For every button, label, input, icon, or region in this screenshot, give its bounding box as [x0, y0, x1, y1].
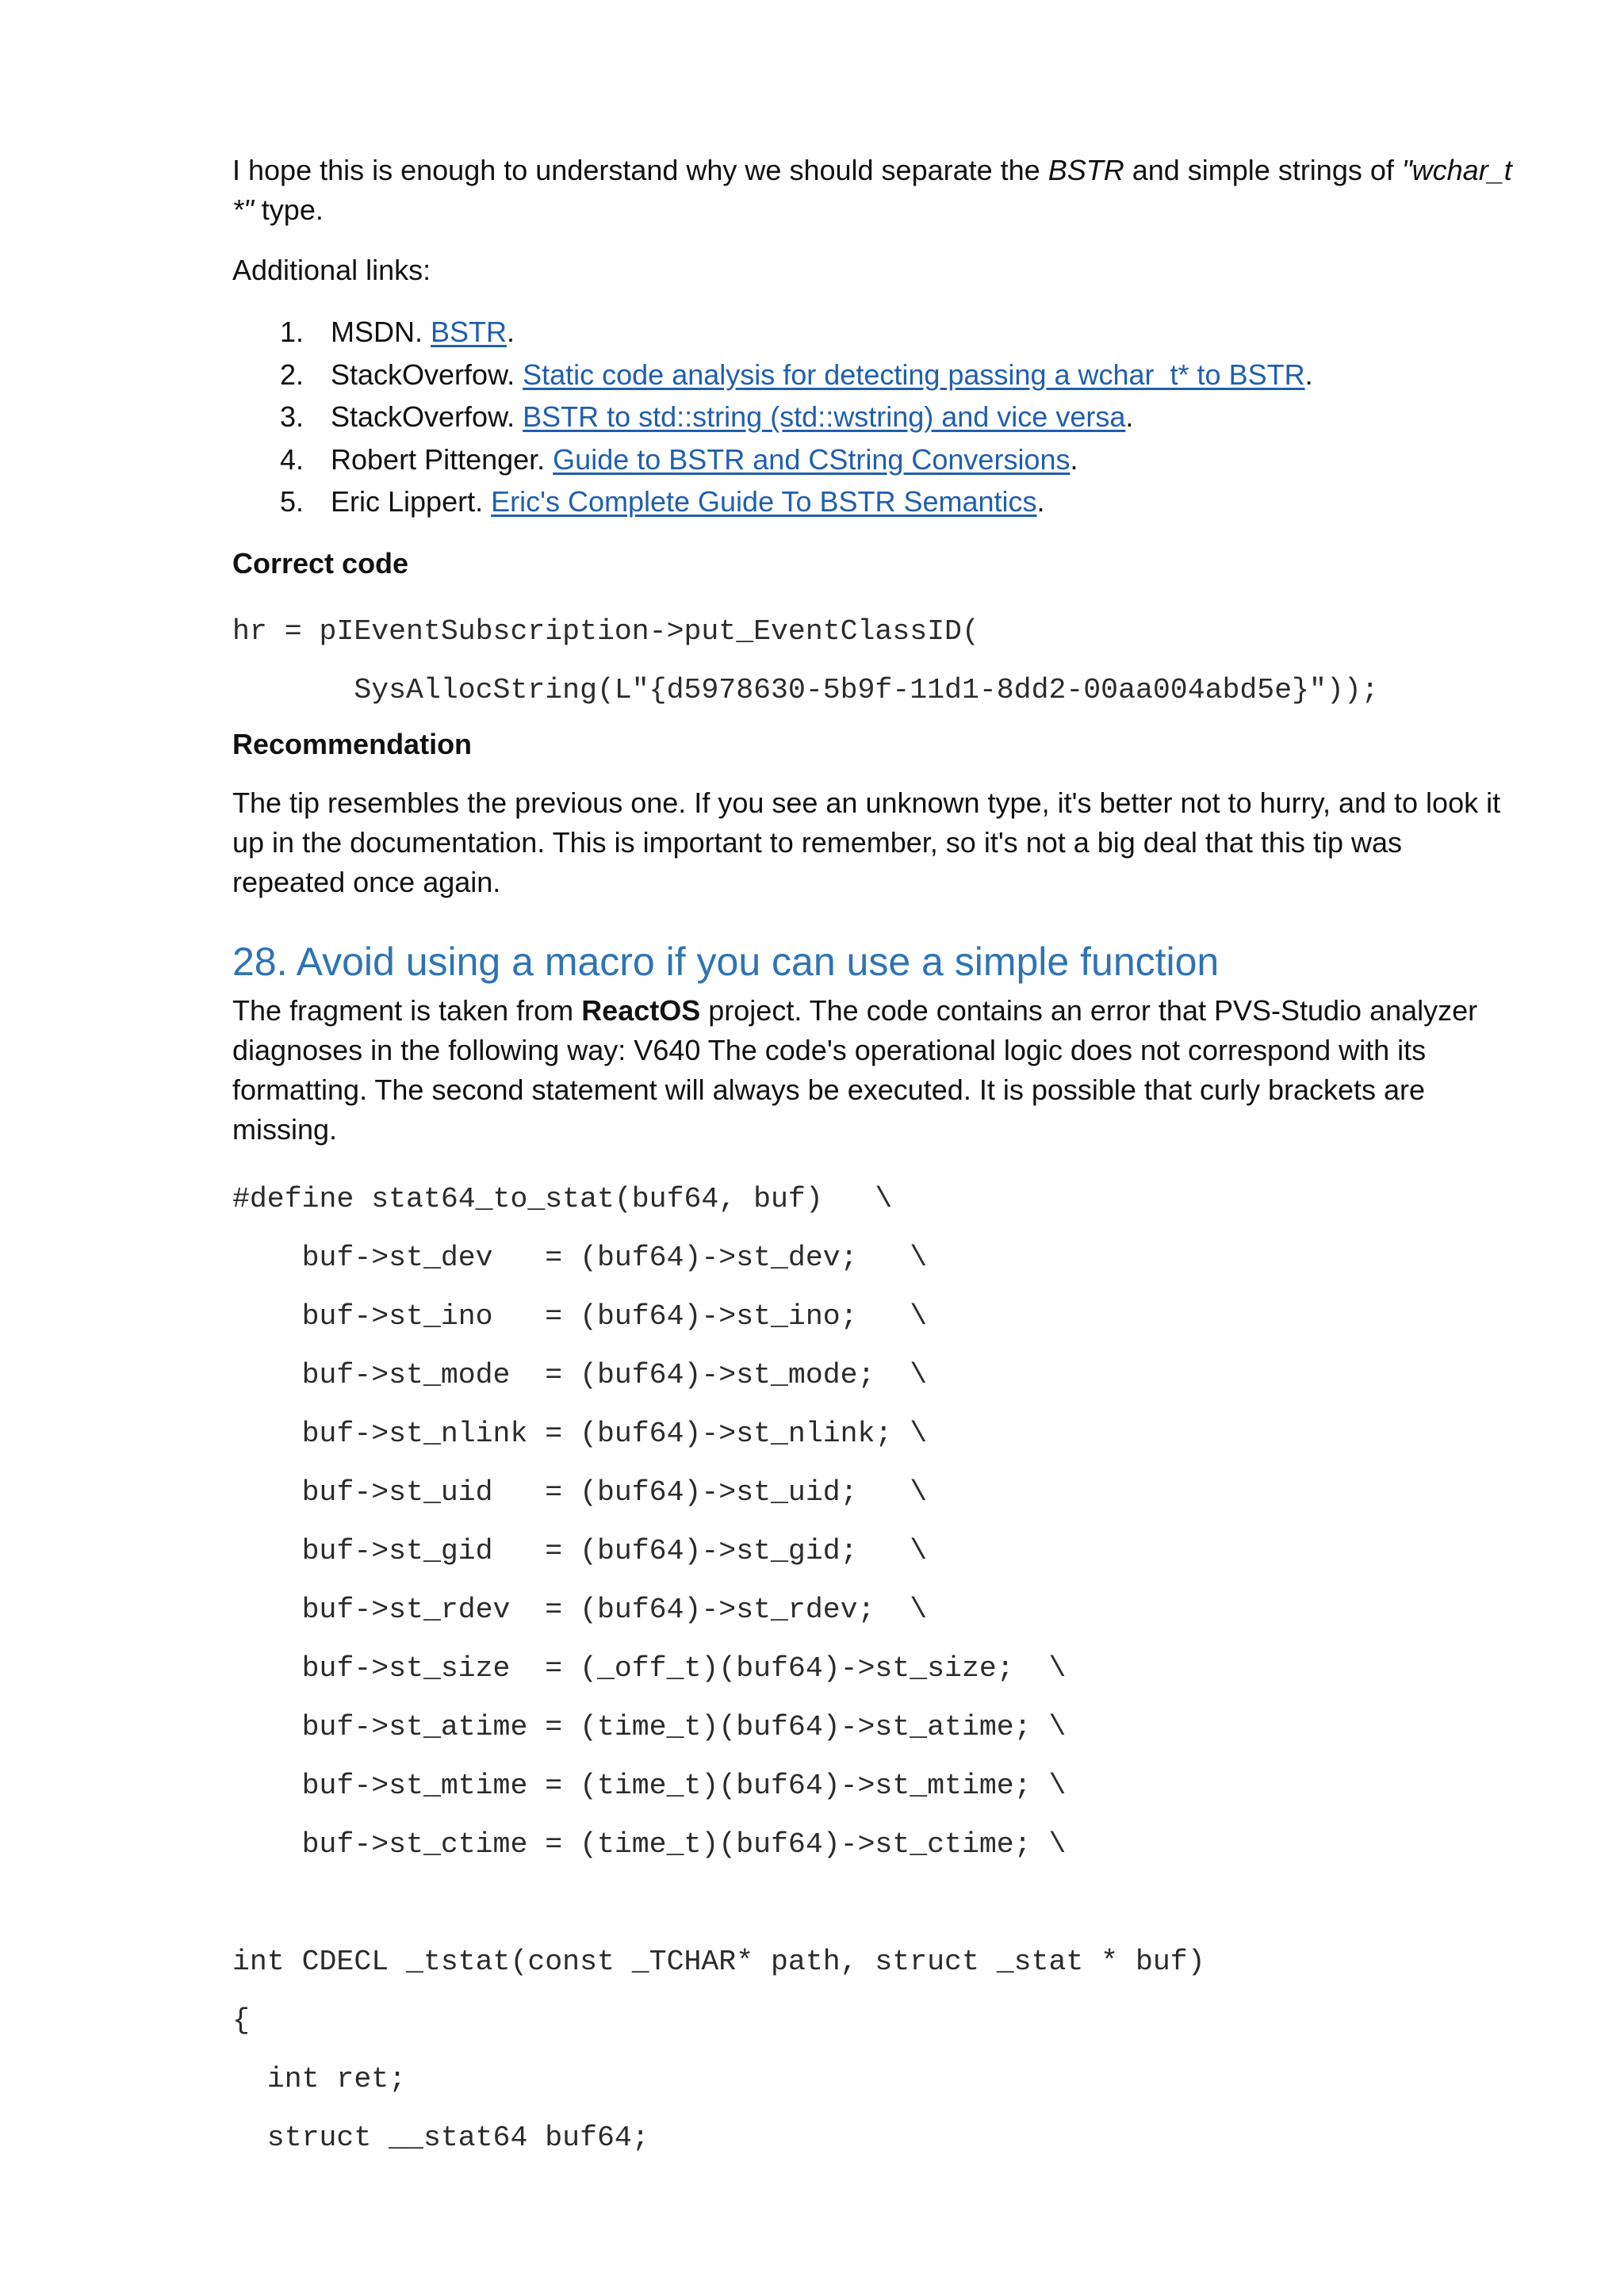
code-blank-line	[232, 1874, 1517, 1933]
intro-wchar-term: "wchar_t *"	[232, 154, 1512, 226]
link-source: StackOverfow.	[331, 358, 523, 391]
intro-bstr-term: BSTR	[1048, 154, 1124, 186]
link-suffix: .	[1036, 485, 1045, 518]
link-list-item	[280, 311, 1517, 354]
list-number: 1.	[280, 316, 304, 348]
code-line: buf->st_mode = (buf64)->st_mode; \	[232, 1358, 928, 1391]
additional-links-list	[232, 311, 1517, 523]
intro-text-3: type.	[253, 193, 324, 226]
link-suffix: .	[1125, 400, 1134, 433]
code-line: buf->st_ino = (buf64)->st_ino; \	[232, 1299, 928, 1333]
code-line: buf->st_rdev = (buf64)->st_rdev; \	[232, 1593, 928, 1626]
link-static-analysis[interactable]: Static code analysis for detecting passing a wchar_t* to BSTR	[523, 358, 1305, 391]
code-line: int CDECL _tstat(const _TCHAR* path, struct _stat * buf)	[232, 1945, 1205, 1978]
link-source: Eric Lippert.	[331, 485, 492, 518]
list-number: 4.	[280, 442, 304, 476]
link-suffix: .	[507, 316, 515, 348]
intro-text-2: and simple strings of	[1124, 154, 1402, 186]
additional-links-label: Additional links:	[232, 254, 431, 286]
code-line: SysAllocString(L"{d5978630-5b9f-11d1-8dd2-00aa004abd5e}"));	[232, 673, 1379, 706]
project-name: ReactOS	[581, 993, 701, 1027]
section-title: 28. Avoid using a macro if you can use a simple function	[232, 939, 1220, 984]
list-number: 5.	[280, 485, 304, 518]
intro-paragraph	[232, 151, 1517, 230]
list-number: 3.	[280, 400, 304, 433]
link-list-item	[280, 438, 1517, 481]
section-intro-text-2: project. The code contains an error that PVS-Studio analyzer diagnoses in the following way: V640 The code's operational logic does not correspond with its formatting. The second statement will always be executed. It is possible that curly brackets are missing.	[232, 993, 1478, 1146]
intro-text-1: I hope this is enough to understand why we should separate the	[232, 154, 1048, 186]
link-source: StackOverfow.	[331, 400, 523, 433]
link-msdn-bstr[interactable]: BSTR	[431, 316, 508, 348]
section-intro-paragraph	[232, 991, 1517, 1150]
code-line: buf->st_mtime = (time_t)(buf64)->st_mtime; \	[232, 1769, 1067, 1802]
code-line: buf->st_dev = (buf64)->st_dev; \	[232, 1241, 928, 1274]
code-line: buf->st_ctime = (time_t)(buf64)->st_ctime; \	[232, 1827, 1067, 1861]
link-list-item	[280, 396, 1517, 438]
code-line: buf->st_atime = (time_t)(buf64)->st_atime; \	[232, 1710, 1067, 1743]
recommendation-heading: Recommendation	[232, 727, 473, 760]
code-line: int ret;	[232, 2062, 407, 2095]
link-bstr-cstring[interactable]: Guide to BSTR and CString Conversions	[553, 442, 1071, 476]
code-line: struct __stat64 buf64;	[232, 2121, 649, 2154]
correct-code-heading: Correct code	[232, 546, 409, 580]
recommendation-paragraph: The tip resembles the previous one. If you see an unknown type, it's better not to hurry, and to look it up in the documentation. This is important to remember, so it's not a big deal that this tip was repeated once again.	[232, 786, 1501, 898]
macro-code-block	[232, 1170, 1517, 2168]
list-number: 2.	[280, 358, 304, 391]
code-line: buf->st_gid = (buf64)->st_gid; \	[232, 1534, 928, 1567]
link-list-item	[280, 354, 1517, 396]
document-content	[232, 151, 1517, 2172]
link-source: MSDN.	[331, 316, 431, 348]
link-bstr-semantics[interactable]: Eric's Complete Guide To BSTR Semantics	[491, 485, 1037, 518]
section-intro-text-1: The fragment is taken from	[232, 993, 582, 1027]
link-bstr-std-string[interactable]: BSTR to std::string (std::wstring) and vice versa	[523, 400, 1126, 433]
link-suffix: .	[1304, 358, 1313, 391]
code-line: buf->st_nlink = (buf64)->st_nlink; \	[232, 1417, 928, 1450]
code-line: hr = pIEventSubscription->put_EventClassID(	[232, 614, 979, 648]
link-source: Robert Pittenger.	[331, 442, 553, 476]
link-suffix: .	[1070, 442, 1078, 476]
correct-code-block	[232, 603, 1517, 720]
code-line: buf->st_size = (_off_t)(buf64)->st_size; \	[232, 1651, 1067, 1685]
link-list-item	[280, 480, 1517, 523]
code-line: {	[232, 2003, 250, 2037]
code-line: buf->st_uid = (buf64)->st_uid; \	[232, 1475, 928, 1509]
code-line: #define stat64_to_stat(buf64, buf) \	[232, 1182, 893, 1215]
